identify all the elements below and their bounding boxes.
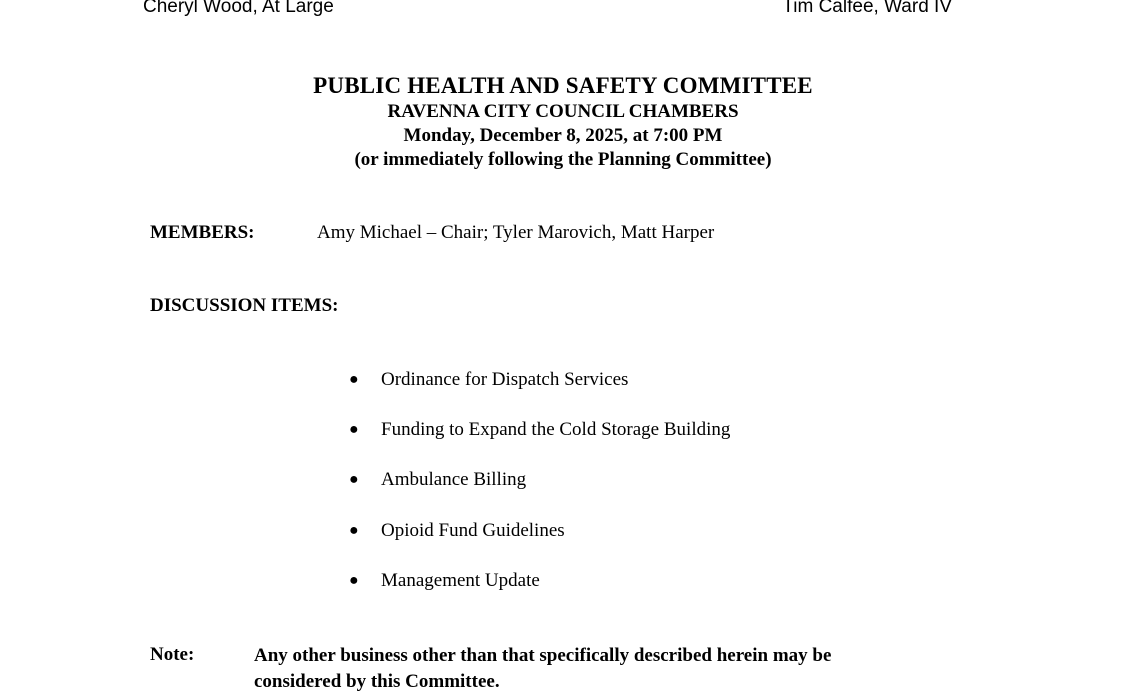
meeting-datetime: Monday, December 8, 2025, at 7:00 PM [403,125,723,146]
note-label: Note: [150,644,195,665]
council-member-left: Cheryl Wood, At Large [143,0,334,17]
note-text: Any other business other than that specifically described herein may be considered by this Committee. [254,645,832,692]
committee-title: PUBLIC HEALTH AND SAFETY COMMITTEE [313,73,813,98]
members-label: MEMBERS: [150,222,255,243]
discussion-item-text: Opioid Fund Guidelines [381,519,565,541]
bullet-icon: ● [349,421,359,439]
discussion-item-text: Ambulance Billing [381,469,527,491]
discussion-item-text: Funding to Expand the Cold Storage Building [381,419,731,441]
bullet-icon: ● [349,371,359,388]
discussion-items-label: DISCUSSION ITEMS: [150,295,339,316]
bullet-icon: ● [349,521,359,539]
bullet-icon: ● [349,571,359,589]
discussion-item-text: Management Update [381,569,540,591]
meeting-location: RAVENNA CITY COUNCIL CHAMBERS [387,101,739,122]
members-list: Amy Michael – Chair; Tyler Marovich, Matt Harper [317,222,715,243]
discussion-item-text: Ordinance for Dispatch Services [381,369,629,390]
meeting-timing-note: (or immediately following the Planning Committee) [354,149,772,170]
council-member-right: Tim Calfee, Ward IV [782,0,952,17]
bullet-icon: ● [349,471,359,489]
